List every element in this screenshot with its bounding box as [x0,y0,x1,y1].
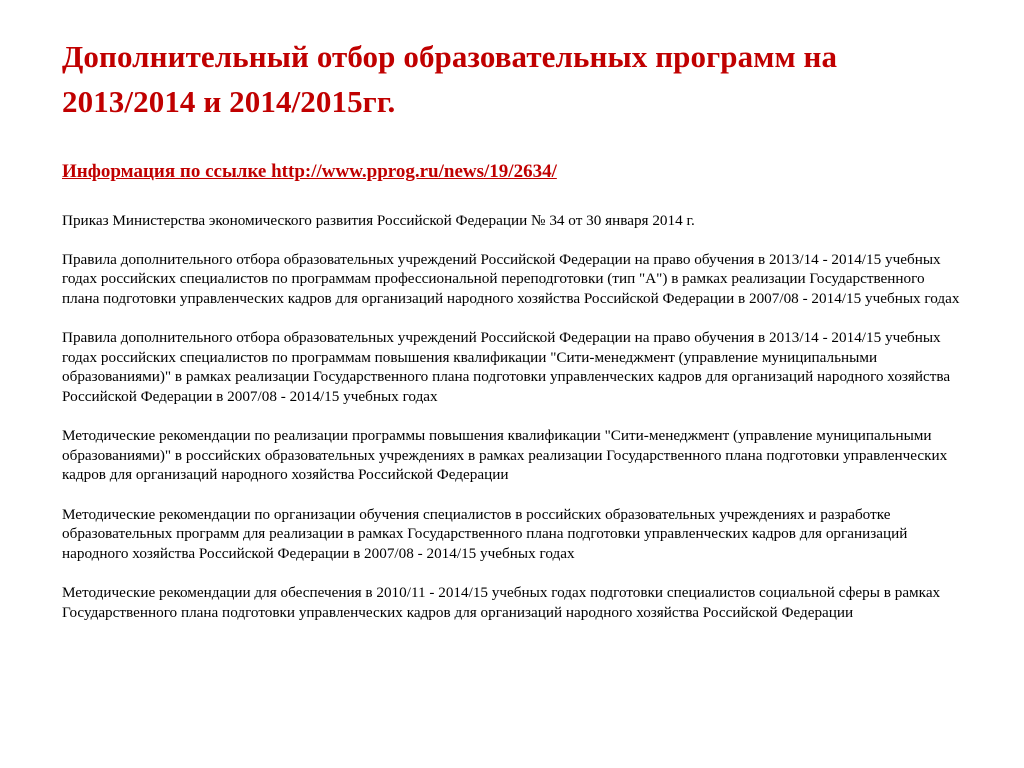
paragraph-guidelines-social-sphere: Методические рекомендации для обеспечения в 2010/11 - 2014/15 учебных годах подготовки специалистов социальной сферы в рамках Государственного плана подготовки управленческих кадров для организаций народного хозяйства Российской Федерации [62,584,941,621]
paragraph-rules-retraining: Правила дополнительного отбора образовательных учреждений Российской Федерации на право обучения в 2013/14 - 2014/15 учебных годах российских специалистов по программам профессиональной переподготовки (тип "А") в рамках реализации Государственного плана подготовки управленческих кадров для организаций народного хозяйства Российской Федерации в 2007/08 - 2014/15 учебных годах [62,250,960,307]
paragraph-rules-city-management: Правила дополнительного отбора образовательных учреждений Российской Федерации на право обучения в 2013/14 - 2014/15 учебных годах российских специалистов по программам повышения квалификации "Сити-менеджмент (управление муниципальными образованиями)" в рамках реализации Государственного плана подготовки управленческих кадров для организаций народного хозяйства Российской Федерации в 2007/08 - 2014/15 учебных годах [62,329,951,405]
info-link[interactable]: Информация по ссылке http://www.pprog.ru/news/19/2634/ [62,161,557,182]
paragraph-guidelines-city-management: Методические рекомендации по реализации программы повышения квалификации "Сити-менеджмент (управление муниципальными образованиями)" в российских образовательных учреждениях в рамках реализации Государственного плана подготовки управленческих кадров для организаций народного хозяйства Российской Федерации [62,427,948,483]
paragraph-guidelines-training: Методические рекомендации по организации обучения специалистов в российских образовательных учреждениях и разработке образовательных программ для реализации в рамках Государственного плана подготовки управленческих кадров для организаций народного хозяйства Российской Федерации в 2007/08 - 2014/15 учебных годах [62,505,908,562]
page-title: Дополнительный отбор образовательных программ на 2013/2014 и 2014/2015гг. [62,39,838,119]
document-body [62,211,962,642]
paragraph-order: Приказ Министерства экономического развития Российской Федерации № 34 от 30 января 2014 г. [62,212,695,229]
